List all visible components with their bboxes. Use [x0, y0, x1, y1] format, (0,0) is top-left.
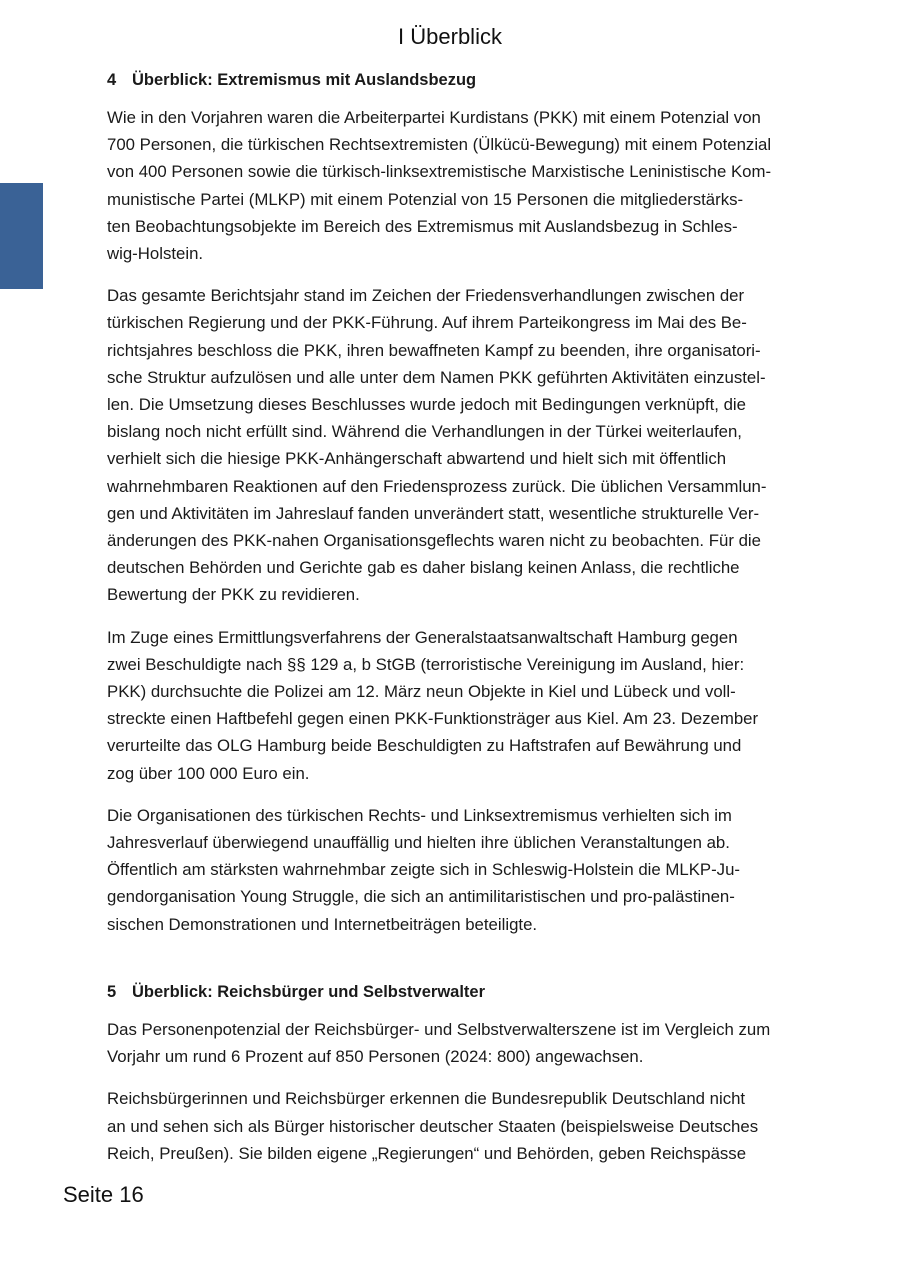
text-line: verurteilte das OLG Hamburg beide Beschuldigten zu Haftstrafen auf Bewährung und: [107, 736, 742, 756]
section-heading: [107, 68, 837, 92]
section-title: Überblick: Extremismus mit Auslandsbezug: [132, 71, 477, 89]
text-line: munistische Partei (MLKP) mit einem Potenzial von 15 Personen die mitgliederstärks-: [107, 189, 744, 209]
text-line: Im Zuge eines Ermittlungsverfahrens der Generalstaatsanwaltschaft Hamburg gegen: [107, 627, 738, 647]
page-content: [107, 68, 837, 1182]
text-line: sischen Demonstrationen und Internetbeiträgen beteiligte.: [107, 914, 538, 934]
paragraph: [107, 282, 837, 608]
text-line: PKK) durchsuchte die Polizei am 12. März neun Objekte in Kiel und Lübeck und voll-: [107, 682, 736, 702]
text-line: Vorjahr um rund 6 Prozent auf 850 Personen (2024: 800) angewachsen.: [107, 1047, 644, 1067]
text-line: änderungen des PKK-nahen Organisationsgeflechts waren nicht zu beobachten. Für die: [107, 531, 761, 551]
text-line: Die Organisationen des türkischen Rechts- und Linksextremismus verhielten sich im: [107, 805, 732, 825]
text-line: Bewertung der PKK zu revidieren.: [107, 585, 360, 605]
paragraph: [107, 1085, 837, 1167]
text-line: verhielt sich die hiesige PKK-Anhängerschaft abwartend und hielt sich mit öffentlich: [107, 449, 727, 469]
section-title: Überblick: Reichsbürger und Selbstverwalter: [132, 982, 486, 1001]
text-line: wig-Holstein.: [107, 244, 204, 264]
text-line: Öffentlich am stärksten wahrnehmbar zeigte sich in Schleswig-Holstein die MLKP-Ju-: [107, 860, 740, 880]
text-line: bislang noch nicht erfüllt sind. Während die Verhandlungen in der Türkei weiterlaufen,: [107, 422, 742, 442]
paragraph: [107, 104, 837, 267]
text-line: len. Die Umsetzung dieses Beschlusses wurde jedoch mit Bedingungen verknüpft, die: [107, 395, 746, 415]
chapter-marker-tab: [0, 183, 43, 289]
text-line: an und sehen sich als Bürger historischer deutscher Staaten (beispielsweise Deutsches: [107, 1116, 759, 1136]
text-line: streckte einen Haftbefehl gegen einen PKK-Funktionsträger aus Kiel. Am 23. Dezember: [107, 709, 759, 729]
text-line: zwei Beschuldigte nach §§ 129 a, b StGB (terroristische Vereinigung im Ausland, hier:: [107, 654, 745, 674]
section-number: 4: [107, 71, 117, 89]
text-line: gendorganisation Young Struggle, die sich an antimilitaristischen und pro-palästinen-: [107, 887, 735, 907]
section-heading: [107, 980, 837, 1004]
text-line: gen und Aktivitäten im Jahreslauf fanden unverändert statt, wesentliche strukturelle Ver-: [107, 503, 760, 523]
text-line: 700 Personen, die türkischen Rechtsextremisten (Ülkücü-Bewegung) mit einem Potenzial: [107, 135, 772, 155]
paragraph: [107, 624, 837, 787]
running-header: I Überblick: [398, 24, 502, 49]
text-line: Jahresverlauf überwiegend unauffällig und hielten ihre üblichen Veranstaltungen ab.: [107, 833, 730, 853]
text-line: Reich, Preußen). Sie bilden eigene „Regierungen“ und Behörden, geben Reichspässe: [107, 1143, 747, 1163]
text-line: deutschen Behörden und Gerichte gab es daher bislang keinen Anlass, die rechtliche: [107, 558, 740, 578]
text-line: richtsjahres beschloss die PKK, ihren bewaffneten Kampf zu beenden, ihre organisatori-: [107, 340, 761, 360]
text-line: türkischen Regierung und der PKK-Führung. Auf ihrem Parteikongress im Mai des Be-: [107, 313, 747, 333]
section-number: 5: [107, 982, 117, 1001]
text-line: sche Struktur aufzulösen und alle unter dem Namen PKK geführten Aktivitäten einzustel-: [107, 367, 766, 387]
text-line: ten Beobachtungsobjekte im Bereich des Extremismus mit Auslandsbezug in Schles-: [107, 216, 738, 236]
text-line: Reichsbürgerinnen und Reichsbürger erkennen die Bundesrepublik Deutschland nicht: [107, 1089, 746, 1109]
text-line: wahrnehmbaren Reaktionen auf den Friedensprozess zurück. Die üblichen Versammlun-: [107, 476, 767, 496]
text-line: Das Personenpotenzial der Reichsbürger- und Selbstverwalterszene ist im Vergleich zum: [107, 1019, 771, 1039]
paragraph: [107, 1016, 837, 1070]
text-line: zog über 100 000 Euro ein.: [107, 763, 310, 783]
text-line: Wie in den Vorjahren waren die Arbeiterpartei Kurdistans (PKK) mit einem Potenzial von: [107, 108, 761, 127]
text-line: Das gesamte Berichtsjahr stand im Zeichen der Friedensverhandlungen zwischen der: [107, 286, 745, 306]
page-number: Seite 16: [63, 1182, 144, 1207]
paragraph: [107, 802, 837, 938]
text-line: von 400 Personen sowie die türkisch-linksextremistische Marxistische Leninistische Kom-: [107, 162, 772, 182]
